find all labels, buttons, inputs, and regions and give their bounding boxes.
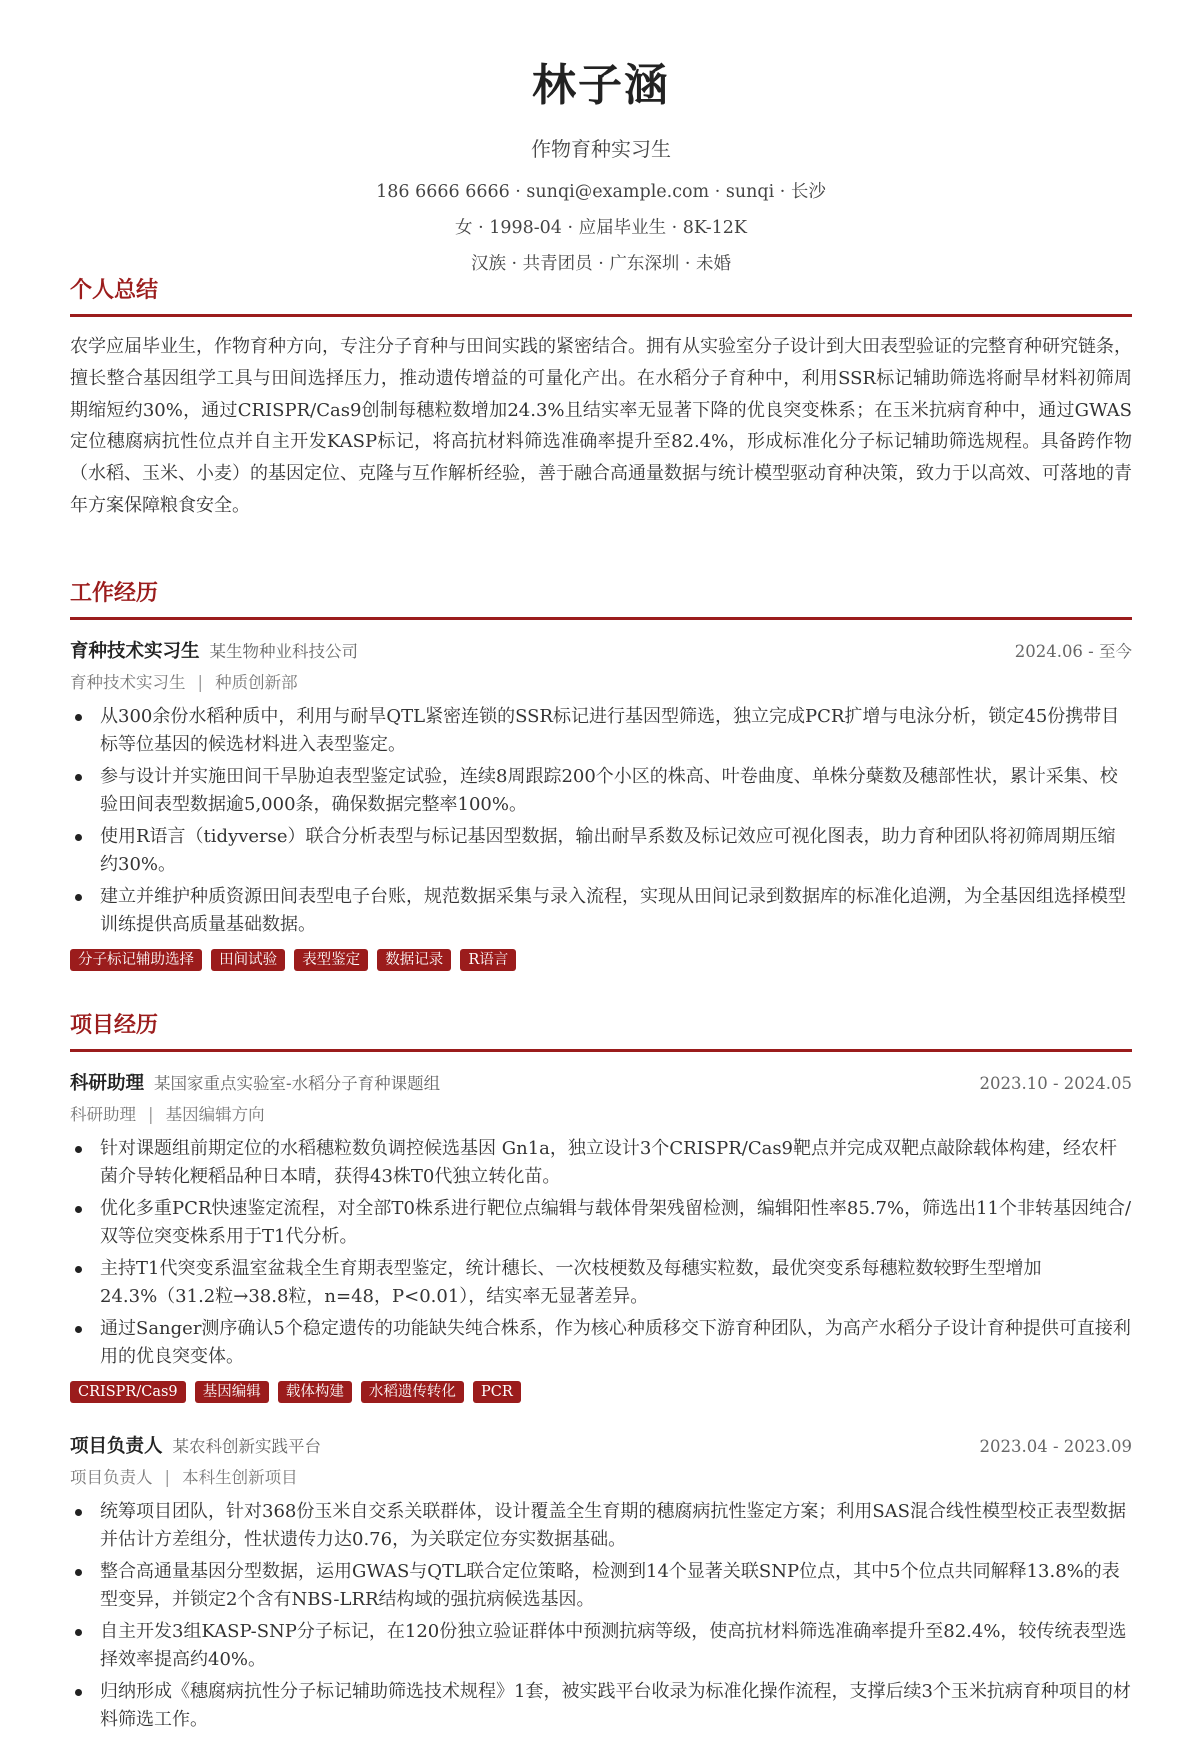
summary-section [70,276,1132,522]
skill-tag: 基因编辑 [195,1381,269,1403]
section-divider [70,1049,1132,1052]
entry-role: 项目负责人 [70,1436,163,1457]
target-role: 作物育种实习生 [531,137,671,161]
section-divider [70,314,1132,317]
list-item: 使用R语言（tidyverse）联合分析表型与标记基因型数据，输出耐旱系数及标记效应可视化图表，助力育种团队将初筛周期压缩约30%。 [70,823,1132,879]
bullet-list [70,703,1132,939]
separator: | [148,1105,154,1124]
entry-subtitle [70,669,1132,697]
section-title: 个人总结 [70,278,159,303]
candidate-name: 林子涵 [532,60,670,111]
skill-tag: R语言 [460,949,516,971]
entry-department: 本科生创新项目 [182,1468,298,1487]
skill-tags [70,949,1132,973]
bullet-icon [75,1266,82,1273]
entry-sub-role: 项目负责人 [70,1468,153,1487]
skill-tags [70,1381,1132,1405]
profile-info-line: 汉族 · 共青团员 · 广东深圳 · 未婚 [470,254,732,274]
skill-tag: 数据记录 [377,949,451,971]
bullet-icon [75,1206,82,1213]
bullet-icon [75,714,82,721]
bullet-icon [75,1629,82,1636]
entry-organization: 某生物种业科技公司 [209,642,359,661]
contact-line: 186 6666 6666 · sunqi@example.com · sunqi · 长沙 [376,182,826,202]
entry-sub-role: 科研助理 [70,1105,136,1124]
resume-header [70,60,1132,282]
project-entry [70,1432,1132,1738]
list-item: 统筹项目团队，针对368份玉米自交系关联群体，设计覆盖全生育期的穗腐病抗性鉴定方案；利用SAS混合线性模型校正表型数据并估计方差组分，性状遗传力达0.76，为关联定位夯实数据基础。 [70,1498,1132,1554]
bullet-list [70,1498,1132,1734]
resume-page [70,0,1132,1730]
entry-department: 基因编辑方向 [165,1105,265,1124]
entry-organization: 某国家重点实验室-水稻分子育种课题组 [154,1074,441,1093]
list-item: 自主开发3组KASP-SNP分子标记，在120份独立验证群体中预测抗病等级，使高抗材料筛选准确率提升至82.4%，较传统表型选择效率提高约40%。 [70,1618,1132,1674]
list-item: 整合高通量基因分型数据，运用GWAS与QTL联合定位策略，检测到14个显著关联SNP位点，其中5个位点共同解释13.8%的表型变异，并锁定2个含有NBS-LRR结构域的强抗病候选基因。 [70,1558,1132,1614]
entry-date: 2024.06 - 至今 [1014,642,1132,661]
entry-header [70,1432,1132,1462]
skill-tag: 表型鉴定 [294,949,368,971]
skill-tag: 载体构建 [278,1381,352,1403]
basic-info-line: 女 · 1998-04 · 应届毕业生 · 8K-12K [455,218,747,238]
bullet-icon [75,1569,82,1576]
skill-tag: CRISPR/Cas9 [70,1381,186,1403]
skill-tag: 田间试验 [211,949,285,971]
summary-text: 农学应届毕业生，作物育种方向，专注分子育种与田间实践的紧密结合。拥有从实验室分子设计到大田表型验证的完整育种研究链条，擅长整合基因组学工具与田间选择压力，推动遗传增益的可量化产出。在水稻分子育种中，利用SSR标记辅助筛选将耐旱材料初筛周期缩短约30%，通过CRISPR/Cas9创制每穗粒数增加24.3%且结实率无显著下降的优良突变株系；在玉米抗病育种中，通过GWAS定位穗腐病抗性位点并自主开发KASP标记，将高抗材料筛选准确率提升至82.4%，形成标准化分子标记辅助筛选规程。具备跨作物（水稻、玉米、小麦）的基因定位、克隆与互作解析经验，善于融合高通量数据与统计模型驱动育种决策，致力于以高效、可落地的青年方案保障粮食安全。 [70,336,1132,516]
separator: | [197,673,204,692]
work-section [70,579,1132,620]
entry-subtitle [70,1101,1132,1129]
project-entry [70,1069,1132,1405]
list-item: 参与设计并实施田间干旱胁迫表型鉴定试验，连续8周跟踪200个小区的株高、叶卷曲度、单株分蘖数及穗部性状，累计采集、校验田间表型数据逾5,000条，确保数据完整率100%。 [70,763,1132,819]
list-item: 归纳形成《穗腐病抗性分子标记辅助筛选技术规程》1套，被实践平台收录为标准化操作流程，支撑后续3个玉米抗病育种项目的材料筛选工作。 [70,1678,1132,1734]
bullet-icon [75,894,82,901]
list-item: 通过Sanger测序确认5个稳定遗传的功能缺失纯合株系，作为核心种质移交下游育种团队，为高产水稻分子设计育种提供可直接利用的优良突变体。 [70,1315,1132,1371]
bullet-icon [75,1146,82,1153]
section-title: 项目经历 [70,1013,159,1038]
separator: | [164,1468,171,1487]
entry-date: 2023.04 - 2023.09 [979,1437,1132,1456]
entry-subtitle [70,1464,1132,1492]
list-item: 主持T1代突变系温室盆栽全生育期表型鉴定，统计穗长、一次枝梗数及每穗实粒数，最优突变系每穗粒数较野生型增加24.3%（31.2粒→38.8粒，n=48，P<0.01），结实率无显著差异。 [70,1255,1132,1311]
section-title: 工作经历 [70,581,159,606]
skill-tag: PCR [473,1381,521,1403]
projects-section [70,1011,1132,1052]
entry-department: 种质创新部 [215,673,298,692]
list-item: 从300余份水稻种质中，利用与耐旱QTL紧密连锁的SSR标记进行基因型筛选，独立完成PCR扩增与电泳分析，锁定45份携带目标等位基因的候选材料进入表型鉴定。 [70,703,1132,759]
entry-organization: 某农科创新实践平台 [172,1437,322,1456]
entry-role: 科研助理 [70,1073,145,1094]
section-divider [70,617,1132,620]
list-item: 优化多重PCR快速鉴定流程，对全部T0株系进行靶位点编辑与载体骨架残留检测，编辑阳性率85.7%，筛选出11个非转基因纯合/双等位突变株系用于T1代分析。 [70,1195,1132,1251]
list-item: 建立并维护种质资源田间表型电子台账，规范数据采集与录入流程，实现从田间记录到数据库的标准化追溯，为全基因组选择模型训练提供高质量基础数据。 [70,883,1132,939]
list-item: 针对课题组前期定位的水稻穗粒数负调控候选基因 Gn1a，独立设计3个CRISPR/Cas9靶点并完成双靶点敲除载体构建，经农杆菌介导转化粳稻品种日本晴，获得43株T0代独立转化苗。 [70,1135,1132,1191]
entry-header [70,1069,1132,1099]
work-entry [70,637,1132,973]
bullet-icon [75,1689,82,1696]
entry-header [70,637,1132,667]
entry-role: 育种技术实习生 [70,641,200,662]
bullet-icon [75,834,82,841]
entry-sub-role: 育种技术实习生 [70,673,186,692]
skill-tag: 分子标记辅助选择 [70,949,202,971]
bullet-list [70,1135,1132,1371]
entry-date: 2023.10 - 2024.05 [979,1074,1132,1093]
bullet-icon [75,1326,82,1333]
bullet-icon [75,774,82,781]
skill-tag: 水稻遗传转化 [361,1381,464,1403]
bullet-icon [75,1509,82,1516]
